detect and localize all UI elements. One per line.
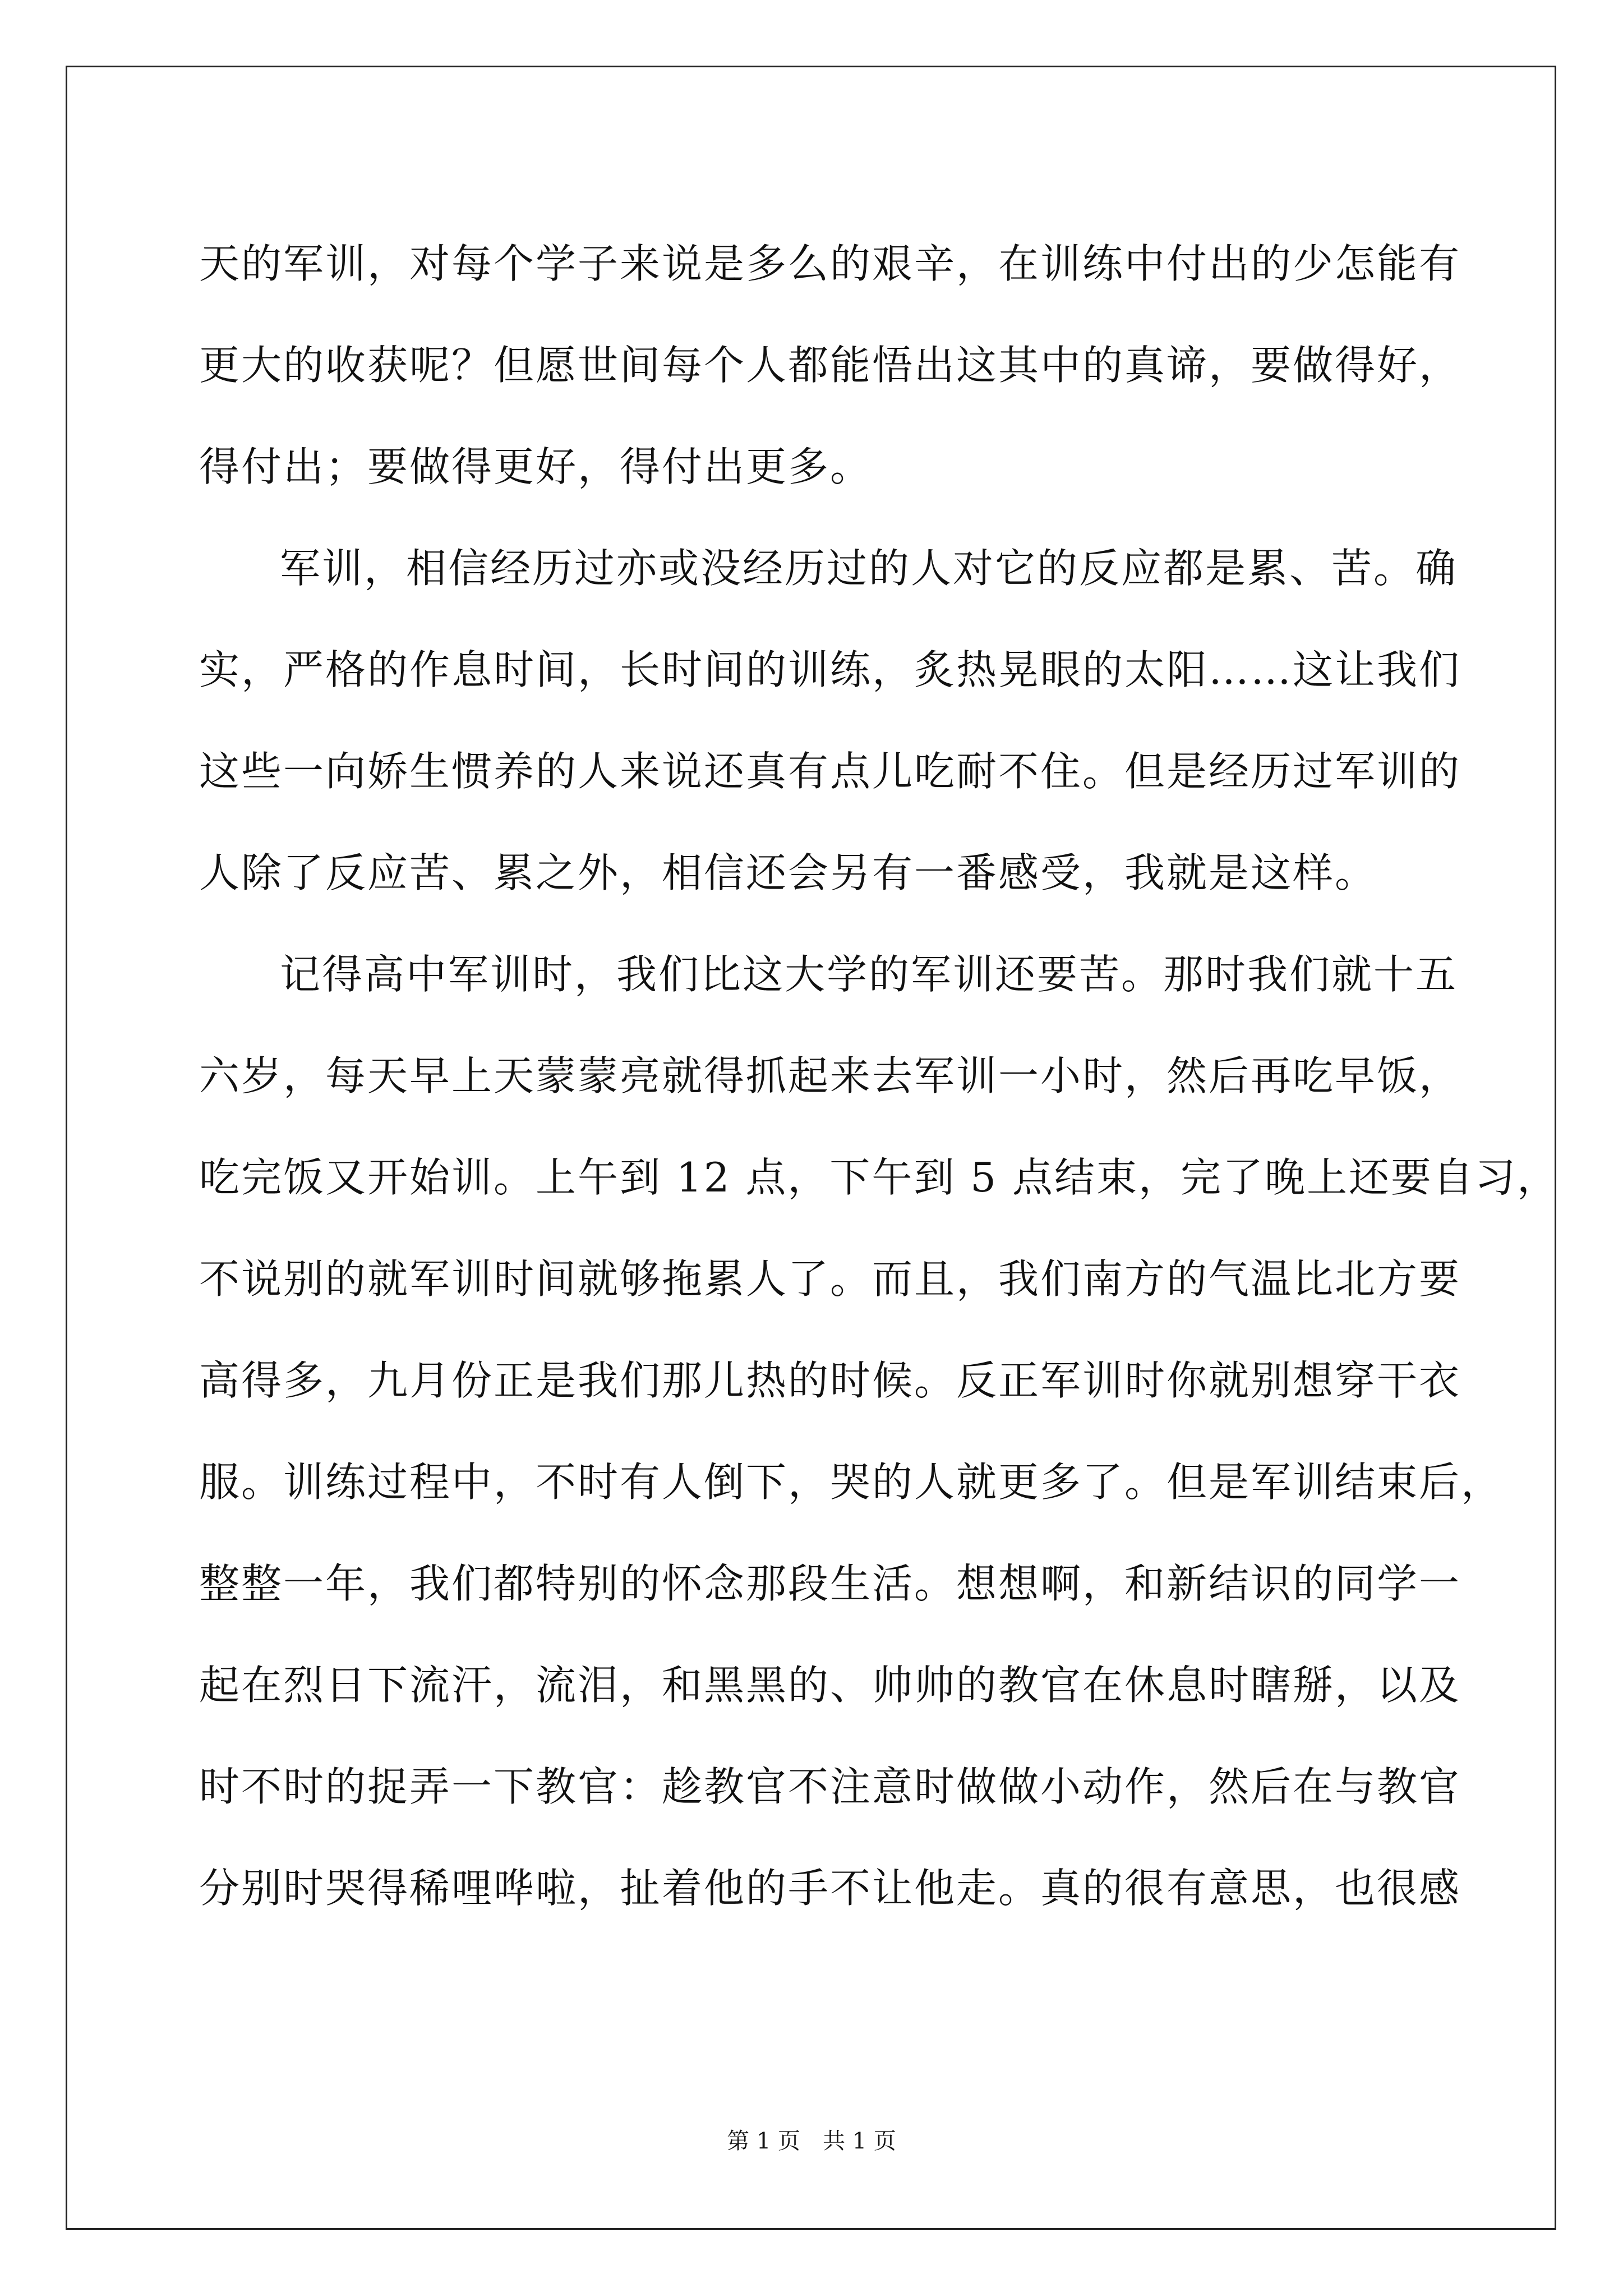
text-line: 服。训练过程中，不时有人倒下，哭的人就更多了。但是军训结束后， <box>199 1458 1504 1506</box>
page-number-footer: 第 1 页 共 1 页 <box>727 2128 896 2154</box>
text-line: 高得多，九月份正是我们那儿热的时候。反正军训时你就别想穿干衣 <box>199 1357 1461 1404</box>
text-line: 实，严格的作息时间，长时间的训练，炙热晃眼的太阳……这让我们 <box>199 646 1461 693</box>
text-line: 六岁，每天早上天蒙蒙亮就得抓起来去军训一小时，然后再吃早饭， <box>199 1052 1461 1099</box>
text-line: 这些一向娇生惯养的人来说还真有点儿吃耐不住。但是经历过军训的 <box>199 748 1461 795</box>
text-line: 分别时哭得稀哩哗啦，扯着他的手不让他走。真的很有意思，也很感 <box>199 1865 1461 1912</box>
text-line: 整整一年，我们都特别的怀念那段生活。想想啊，和新结识的同学一 <box>199 1560 1461 1607</box>
text-line: 时不时的捉弄一下教官：趁教官不注意时做做小动作，然后在与教官 <box>199 1763 1461 1810</box>
text-line: 不说别的就军训时间就够拖累人了。而且，我们南方的气温比北方要 <box>199 1255 1461 1303</box>
text-line: 更大的收获呢？但愿世间每个人都能悟出这其中的真谛，要做得好， <box>199 342 1461 389</box>
text-line: 人除了反应苦、累之外，相信还会另有一番感受，我就是这样。 <box>199 849 1377 896</box>
text-line: 天的军训，对每个学子来说是多么的艰辛，在训练中付出的少怎能有 <box>199 240 1461 287</box>
document-body <box>199 213 1559 1939</box>
paragraph-first-line: 军训，相信经历过亦或没经历过的人对它的反应都是累、苦。确 <box>280 545 1458 592</box>
text-line: 起在烈日下流汗，流泪，和黑黑的、帅帅的教官在休息时瞎掰，以及 <box>199 1662 1461 1709</box>
text-line: 得付出；要做得更好，得付出更多。 <box>199 443 873 490</box>
text-line: 吃完饭又开始训。上午到 12 点，下午到 5 点结束，完了晚上还要自习， <box>199 1154 1559 1201</box>
paragraph-first-line: 记得高中军训时，我们比这大学的军训还要苦。那时我们就十五 <box>280 951 1458 998</box>
